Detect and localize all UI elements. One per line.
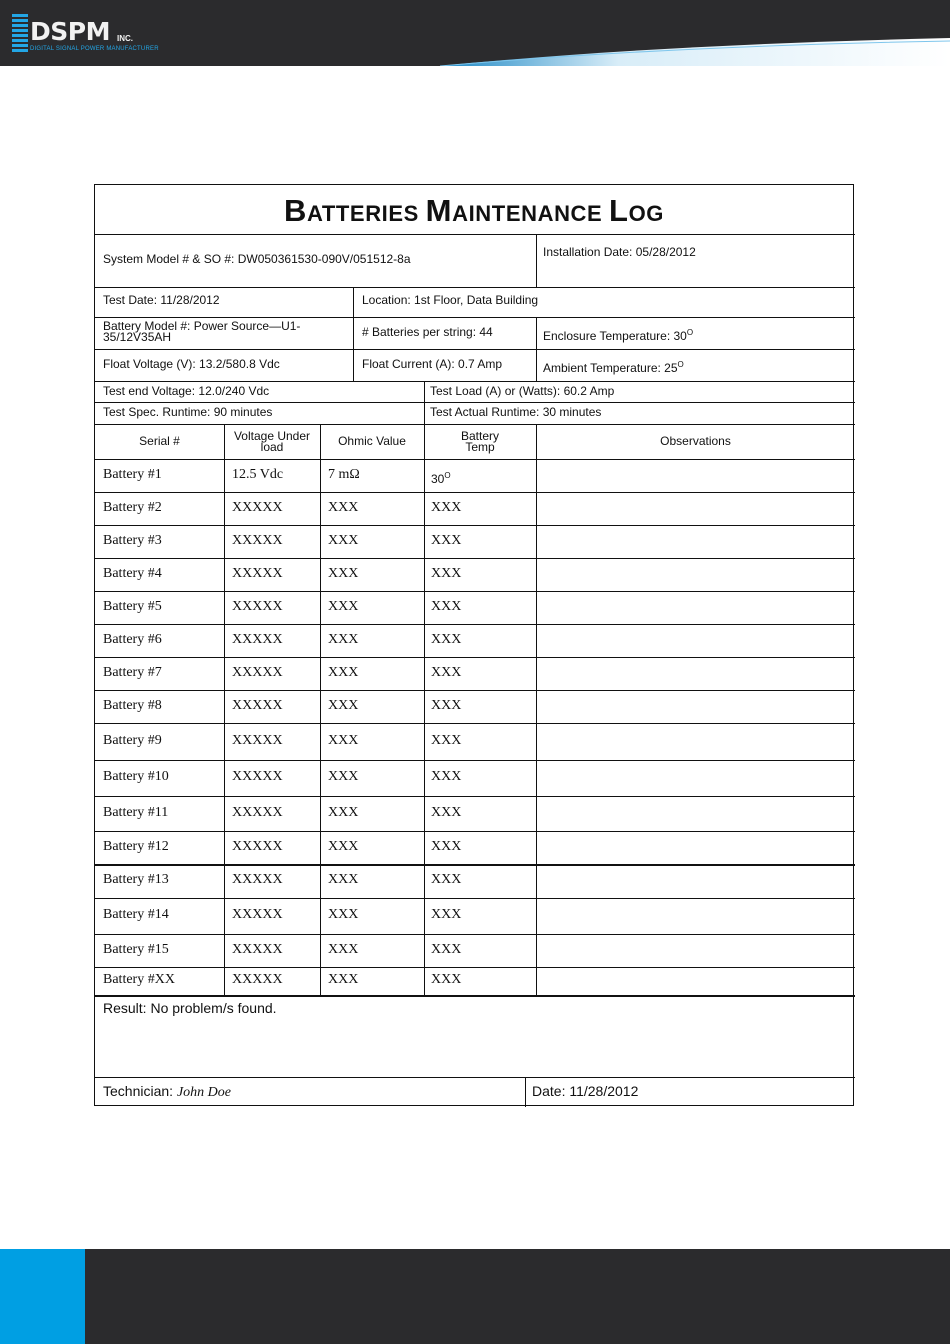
grid-line (525, 1077, 526, 1107)
row-separator (95, 492, 855, 493)
column-header-ohmic: Ohmic Value (338, 434, 406, 448)
battery-temp-cell: XXX (431, 972, 462, 987)
column-header-observations: Observations (660, 434, 731, 448)
battery-ohmic-cell: XXX (328, 804, 359, 820)
row-separator (95, 657, 855, 658)
battery-ohmic-cell: XXX (328, 664, 359, 680)
battery-voltage-cell: XXXXX (232, 907, 283, 922)
battery-serial-cell: Battery #9 (103, 732, 162, 748)
battery-ohmic-cell: XXX (328, 565, 359, 581)
battery-voltage-cell: XXXXX (232, 565, 283, 581)
batteries-per-string-field: # Batteries per string: 44 (362, 325, 493, 339)
grid-line (95, 381, 855, 382)
float-current-field: Float Current (A): 0.7 Amp (362, 357, 503, 371)
battery-voltage-cell: XXXXX (232, 532, 283, 548)
battery-voltage-cell: XXXXX (232, 804, 283, 820)
row-separator (95, 864, 855, 866)
battery-serial-cell: Battery #10 (103, 769, 169, 784)
battery-serial-cell: Battery #2 (103, 499, 162, 515)
battery-temp-cell: XXX (431, 941, 462, 957)
battery-serial-cell: Battery #7 (103, 664, 162, 680)
grid-line (353, 287, 354, 381)
grid-line (224, 424, 225, 995)
battery-temp-cell: XXX (431, 664, 462, 680)
battery-ohmic-cell: XXX (328, 697, 359, 713)
row-separator (95, 723, 855, 724)
row-separator (95, 525, 855, 526)
battery-temp-cell: $30^O$ (431, 470, 451, 486)
date-field: Date: 11/28/2012 (532, 1083, 639, 1099)
battery-temp-cell: XXX (431, 732, 462, 748)
row-separator (95, 796, 855, 797)
grid-line (95, 402, 855, 403)
battery-model-field: Battery Model #: Power Source—U1- 35/12V35AH (103, 319, 301, 344)
battery-ohmic-cell: XXX (328, 872, 359, 887)
column-header-temp: Battery Temp (460, 429, 499, 454)
battery-serial-cell: Battery #4 (103, 565, 162, 581)
battery-ohmic-cell: XXX (328, 631, 359, 647)
row-separator (95, 591, 855, 592)
log-title: BATTERIES MAINTENANCE LOG (283, 193, 665, 228)
grid-line (95, 1077, 855, 1078)
battery-serial-cell: Battery #3 (103, 532, 162, 548)
battery-serial-cell: Battery #8 (103, 697, 162, 713)
battery-voltage-cell: XXXXX (232, 872, 283, 887)
logo-suffix: INC. (117, 34, 133, 43)
battery-serial-cell: Battery #6 (103, 631, 162, 647)
technician-field: Technician: John Doe (103, 1083, 231, 1100)
technician-signature: John Doe (176, 1085, 231, 1100)
enclosure-temperature-field: Enclosure Temperature: $30^O$ (543, 328, 694, 343)
battery-voltage-cell: XXXXX (232, 972, 283, 987)
logo-tagline: DIGITAL SIGNAL POWER MANUFACTURER (30, 46, 159, 52)
battery-ohmic-cell: XXX (328, 769, 359, 784)
row-separator (95, 624, 855, 625)
grid-line (536, 424, 537, 995)
battery-serial-cell: Battery #15 (103, 941, 169, 957)
grid-line (320, 424, 321, 995)
battery-serial-cell: Battery #11 (103, 804, 169, 820)
system-model-field: System Model # & SO #: DW050361530-090V/051512-8a (103, 252, 411, 266)
battery-temp-cell: XXX (431, 499, 462, 515)
battery-temp-cell: XXX (431, 804, 462, 820)
battery-temp-cell: XXX (431, 565, 462, 581)
battery-ohmic-cell: XXX (328, 941, 359, 957)
column-header-serial: Serial # (139, 434, 180, 448)
battery-voltage-cell: XXXXX (232, 769, 283, 784)
battery-serial-cell: Battery #1 (103, 466, 162, 482)
battery-voltage-cell: XXXXX (232, 664, 283, 680)
grid-line (536, 317, 537, 381)
battery-serial-cell: Battery #5 (103, 598, 162, 614)
battery-voltage-cell: XXXXX (232, 732, 283, 748)
battery-ohmic-cell: XXX (328, 598, 359, 614)
battery-temp-cell: XXX (431, 907, 462, 922)
column-header-voltage: Voltage Under load (233, 429, 311, 454)
installation-date-field: Installation Date: 05/28/2012 (543, 245, 696, 259)
grid-line (95, 287, 855, 288)
battery-temp-cell: XXX (431, 631, 462, 647)
footer-band (0, 1249, 950, 1344)
row-separator (95, 690, 855, 691)
test-end-voltage-field: Test end Voltage: 12.0/240 Vdc (103, 384, 270, 398)
grid-line (95, 995, 855, 997)
battery-ohmic-cell: 7 mΩ (328, 466, 360, 482)
grid-line (424, 424, 425, 995)
grid-line (95, 317, 855, 318)
battery-ohmic-cell: XXX (328, 838, 359, 854)
battery-voltage-cell: XXXXX (232, 838, 283, 854)
battery-temp-cell: XXX (431, 838, 462, 854)
grid-line (95, 459, 855, 460)
battery-ohmic-cell: XXX (328, 499, 359, 515)
test-spec-runtime-field: Test Spec. Runtime: 90 minutes (103, 405, 273, 419)
location-field: Location: 1st Floor, Data Building (362, 293, 539, 307)
header-band (0, 0, 950, 66)
battery-temp-cell: XXX (431, 697, 462, 713)
battery-ohmic-cell: XXX (328, 532, 359, 548)
test-date-field: Test Date: 11/28/2012 (103, 293, 220, 307)
battery-voltage-cell: XXXXX (232, 631, 283, 647)
grid-line (424, 381, 425, 424)
battery-temp-cell: XXX (431, 872, 462, 887)
footer-accent-block (0, 1249, 85, 1344)
battery-temp-cell: XXX (431, 532, 462, 548)
batteries-maintenance-log (94, 184, 854, 1106)
battery-serial-cell: Battery #12 (103, 838, 169, 854)
battery-voltage-cell: XXXXX (232, 598, 283, 614)
test-load-field: Test Load (A) or (Watts): 60.2 Amp (430, 384, 615, 398)
battery-voltage-cell: 12.5 Vdc (232, 466, 284, 482)
row-separator (95, 760, 855, 761)
battery-serial-cell: Battery #XX (103, 972, 175, 987)
test-actual-runtime-field: Test Actual Runtime: 30 minutes (430, 405, 602, 419)
ambient-temperature-field: Ambient Temperature: $25^O$ (543, 360, 684, 375)
battery-ohmic-cell: XXX (328, 972, 359, 987)
grid-line (95, 349, 855, 350)
battery-temp-cell: XXX (431, 598, 462, 614)
grid-line (536, 234, 537, 287)
float-voltage-field: Float Voltage (V): 13.2/580.8 Vdc (103, 357, 280, 371)
row-separator (95, 967, 855, 968)
grid-line (95, 424, 855, 425)
battery-voltage-cell: XXXXX (232, 697, 283, 713)
battery-serial-cell: Battery #14 (103, 907, 169, 922)
battery-serial-cell: Battery #13 (103, 872, 169, 887)
row-separator (95, 898, 855, 899)
grid-line (95, 234, 855, 235)
battery-ohmic-cell: XXX (328, 732, 359, 748)
row-separator (95, 831, 855, 832)
header-swoosh-graphic (0, 0, 950, 66)
row-separator (95, 934, 855, 935)
battery-voltage-cell: XXXXX (232, 941, 283, 957)
logo-bars-icon (12, 14, 28, 56)
battery-temp-cell: XXX (431, 769, 462, 784)
battery-ohmic-cell: XXX (328, 907, 359, 922)
logo-text: DSPM (30, 17, 110, 46)
result-field: Result: No problem/s found. (103, 1000, 277, 1016)
battery-voltage-cell: XXXXX (232, 499, 283, 515)
row-separator (95, 558, 855, 559)
